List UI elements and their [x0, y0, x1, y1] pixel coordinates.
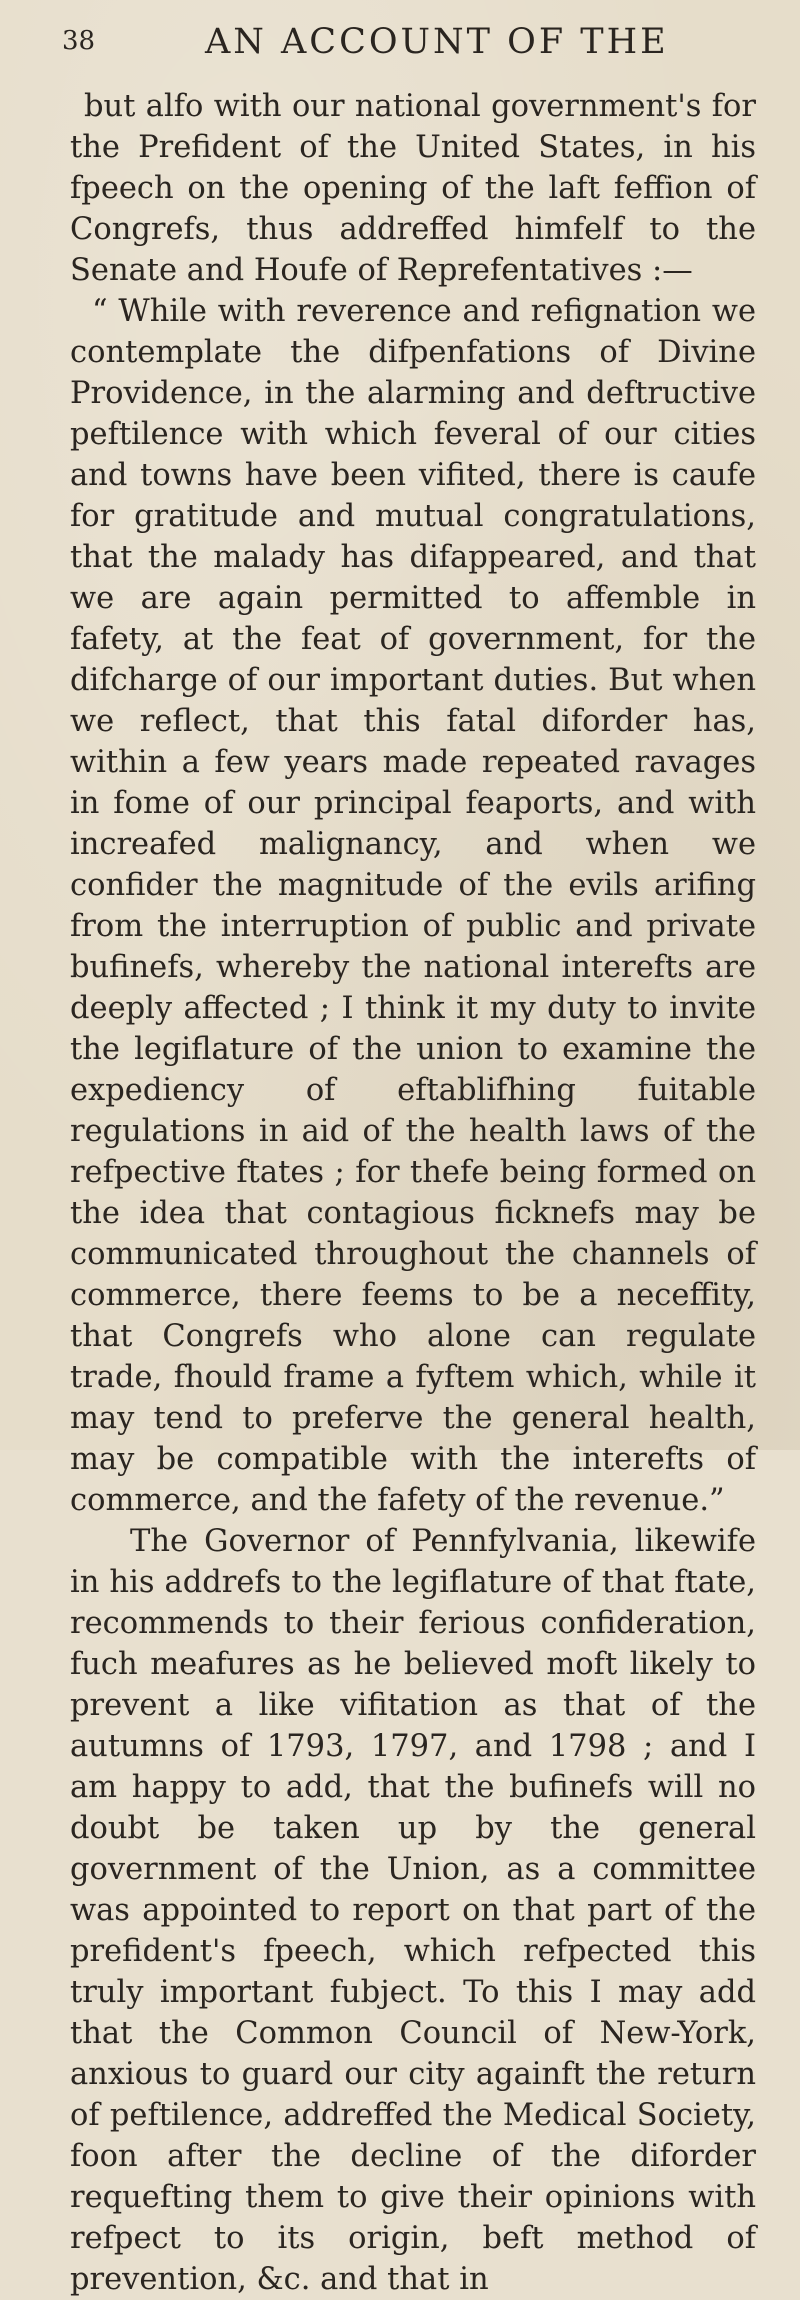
page-header: [62, 22, 756, 68]
paragraph-governor: The Governor of Pennfylvania, likewife in his addrefs to the legiflature of that ftate, recommends to their ferious confideration, fuch meafures as he believed moft likely to prevent a like vifitation as that of the autumns of 1793, 1797, and 1798 ; and I am happy to add, that the bufinefs will no doubt be taken up by the general government of the Union, as a committee was appointed to report on that part of the prefident's fpeech, which refpected this truly important fubject. To this I may add that the Common Council of New-York, anxious to guard our city againft the return of peftilence, addreffed the Medical Society, foon after the decline of the diforder requefting them to give their opinions with refpect to its origin, beft method of prevention, &c. and that in: [70, 1524, 756, 2297]
paragraph-presidential-quote: “ While with reverence and refignation we contemplate the difpenfations of Divine Providence, in the alarming and deftructive peftilence with which feveral of our cities and towns have been vifited, there is caufe for gratitude and mutual congratulations, that the malady has difappeared, and that we are again permitted to affemble in fafety, at the feat of government, for the difcharge of our important duties. But when we reflect, that this fatal diforder has, within a few years made repeated ravages in fome of our principal feaports, and with increafed malignancy, and when we confider the magnitude of the evils arifing from the interruption of public and private bufinefs, whereby the national interefts are deeply affected ; I think it my duty to invite the legiflature of the union to examine the expediency of eftablifhing fuitable regulations in aid of the health laws of the refpective ftates ; for thefe being formed on the idea that contagious ficknefs may be communicated throughout the channels of commerce, there feems to be a neceffity, that Congrefs who alone can regulate trade, fhould frame a fyftem which, while it may tend to preferve the general health, may be compatible with the interefts of commerce, and the fafety of the revenue.”: [70, 294, 756, 1518]
page-number: 38: [62, 26, 96, 56]
running-head: AN ACCOUNT OF THE: [205, 22, 669, 62]
body-text: [70, 86, 756, 2300]
paragraph-intro: but alfo with our national government's for the Prefident of the United States, in his fpeech on the opening of the laft feffion of Congrefs, thus addreffed himfelf to the Senate and Houfe of Reprefentatives :—: [70, 89, 756, 288]
